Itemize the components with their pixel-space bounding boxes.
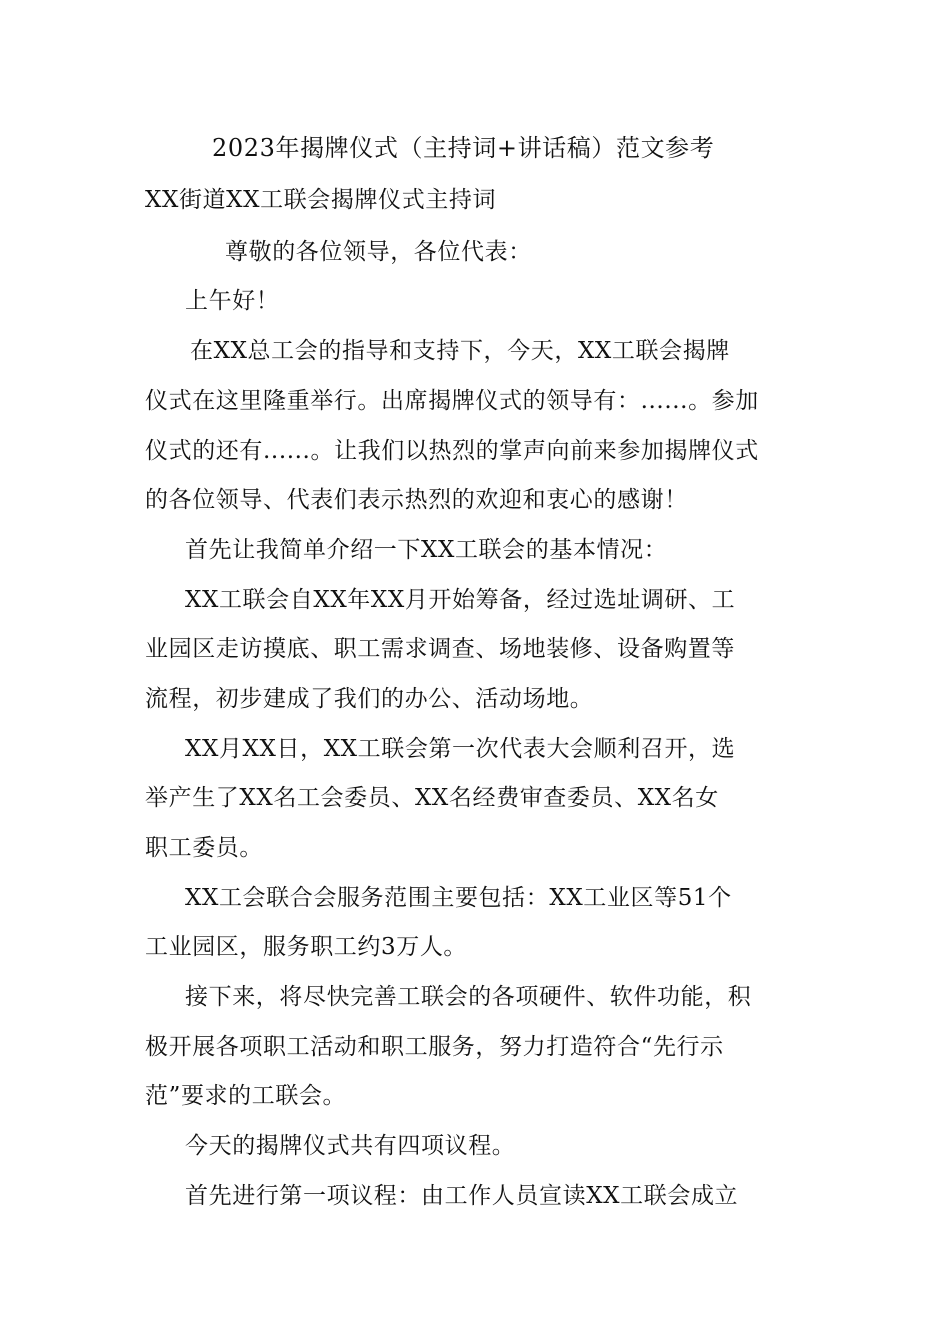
paragraph-line: 接下来，将尽快完善工联会的各项硬件、软件功能，积 — [185, 984, 752, 1010]
paragraph-line: 范”要求的工联会。 — [145, 1083, 347, 1109]
paragraph-line: 业园区走访摸底、职工需求调查、场地装修、设备购置等 — [145, 636, 735, 662]
paragraph-line: XX工会联合会服务范围主要包括：XX工业区等51个 — [185, 885, 732, 911]
paragraph-line: 在XX总工会的指导和支持下，今天，XX工联会揭牌 — [190, 338, 730, 364]
paragraph-line: 今天的揭牌仪式共有四项议程。 — [185, 1133, 516, 1159]
paragraph-line: XX月XX日，XX工联会第一次代表大会顺利召开，选 — [185, 736, 736, 762]
salutation: 尊敬的各位领导，各位代表： — [225, 239, 532, 265]
paragraph-line: 举产生了XX名工会委员、XX名经费审查委员、XX名女 — [145, 785, 719, 811]
paragraph-line: 的各位领导、代表们表示热烈的欢迎和衷心的感谢！ — [145, 487, 688, 513]
paragraph-line: 极开展各项职工活动和职工服务，努力打造符合“先行示 — [145, 1034, 724, 1060]
paragraph-line: 首先让我简单介绍一下XX工联会的基本情况： — [185, 537, 668, 563]
paragraph-line: 首先进行第一项议程：由工作人员宣读XX工联会成立 — [185, 1183, 739, 1209]
paragraph-line: XX工联会自XX年XX月开始筹备，经过选址调研、工 — [185, 587, 736, 613]
greeting: 上午好！ — [185, 288, 280, 314]
document-title: 2023年揭牌仪式（主持词+讲话稿）范文参考 — [212, 134, 715, 162]
paragraph-line: 职工委员。 — [145, 835, 263, 861]
paragraph-line: 工业园区，服务职工约3万人。 — [145, 934, 468, 960]
paragraph-line: 流程，初步建成了我们的办公、活动场地。 — [145, 686, 594, 712]
paragraph-line: 仪式在这里隆重举行。出席揭牌仪式的领导有：......。参加 — [145, 388, 759, 414]
paragraph-line: 仪式的还有......。让我们以热烈的掌声向前来参加揭牌仪式 — [145, 438, 759, 464]
document-subtitle: XX街道XX工联会揭牌仪式主持词 — [145, 187, 497, 213]
